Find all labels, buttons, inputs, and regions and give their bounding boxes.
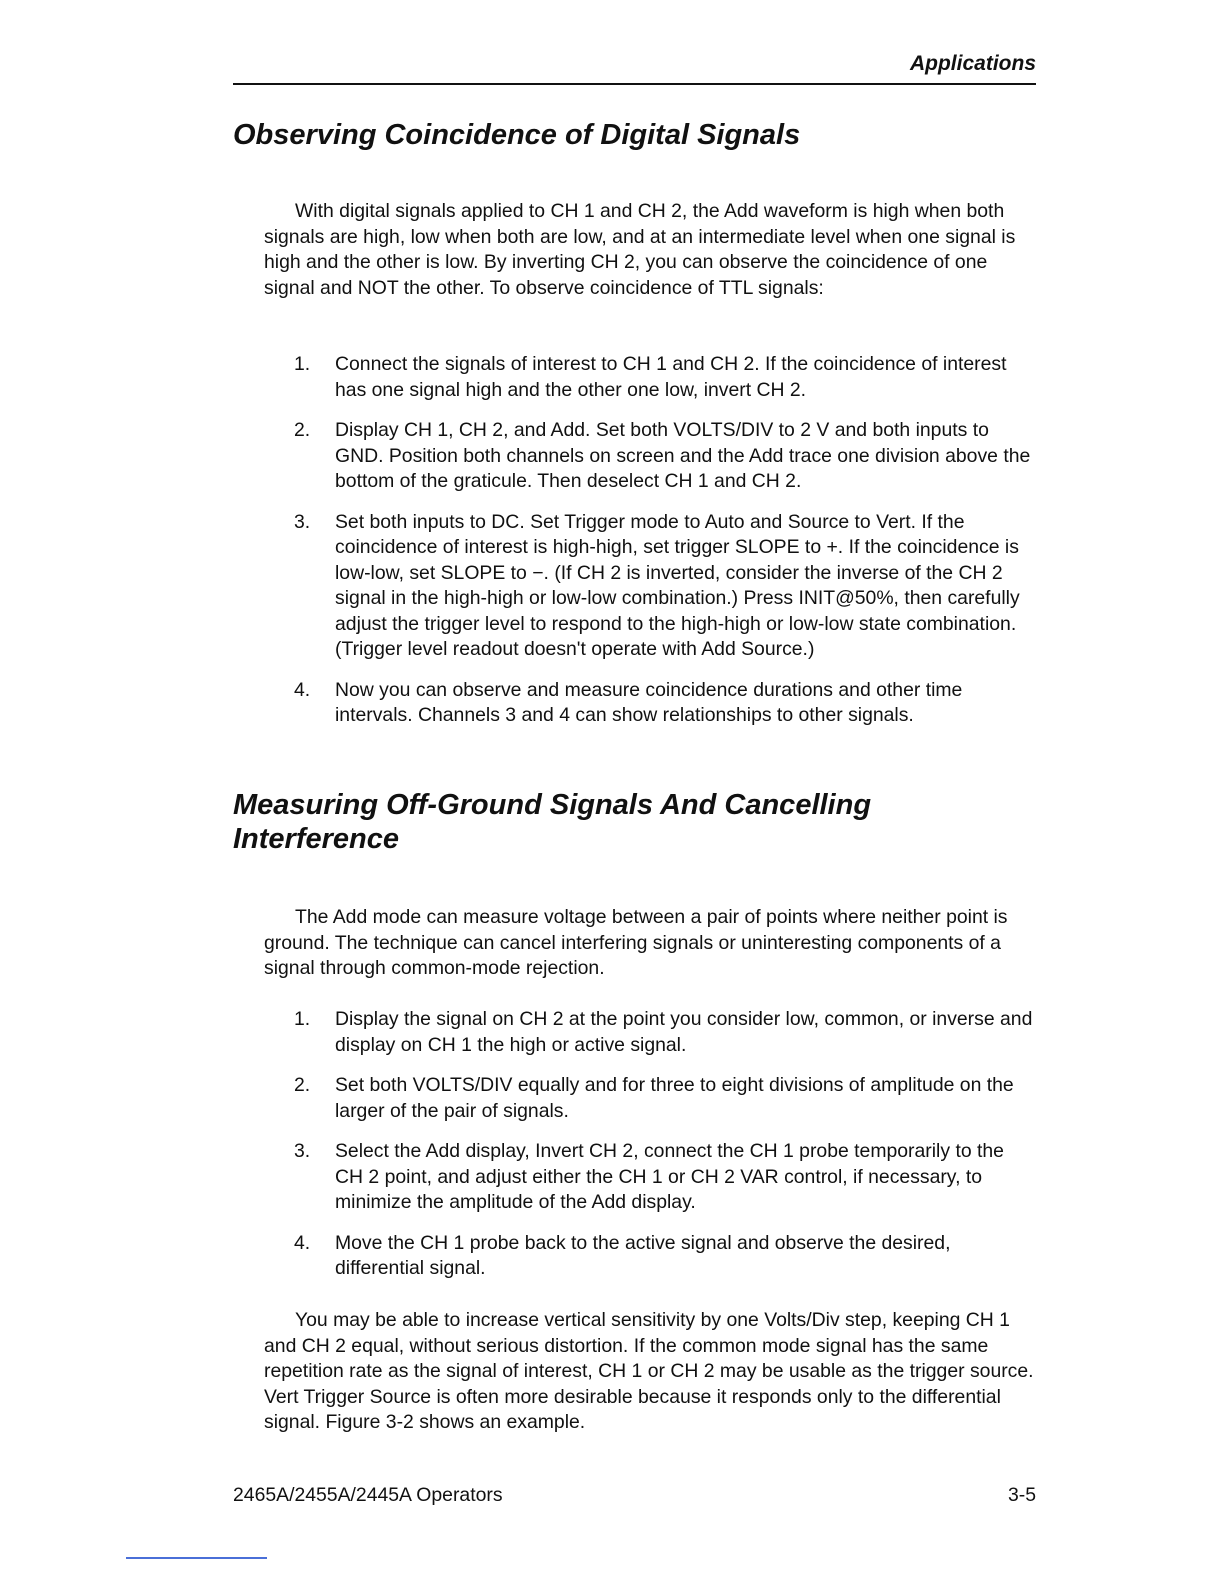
steps-list-coincidence (292, 352, 1037, 744)
list-item (292, 510, 1037, 663)
step-text: Connect the signals of interest to CH 1 and CH 2. If the coincidence of interest has one signal high and the other one low, invert CH 2. (335, 353, 1007, 401)
step-text: Select the Add display, Invert CH 2, connect the CH 1 probe temporarily to the CH 2 point, and adjust either the CH 1 or CH 2 VAR control, if necessary, to minimize the amplitude of the Add display. (335, 1140, 1004, 1213)
running-header: Applications (909, 52, 1036, 75)
step-number: 3. (294, 1140, 311, 1162)
step-number: 1. (294, 1008, 311, 1030)
list-item (292, 1139, 1037, 1216)
step-text: Display the signal on CH 2 at the point you consider low, common, or inverse and display on CH 1 the high or active signal. (335, 1008, 1033, 1056)
section-intro-off-ground: The Add mode can measure voltage between a pair of points where neither point is ground. The technique can cancel interfering signals or uninteresting components of a signal through common-mode rejection. (264, 906, 1008, 979)
step-number: 4. (294, 678, 311, 701)
header-divider (233, 83, 1036, 85)
step-text: Set both VOLTS/DIV equally and for three to eight divisions of amplitude on the larger of the pair of signals. (335, 1074, 1014, 1122)
footer-manual-title: 2465A/2455A/2445A Operators (233, 1484, 503, 1506)
scan-edge-mark (126, 1557, 267, 1559)
step-number: 4. (294, 1231, 311, 1254)
footer-page-number: 3-5 (1007, 1484, 1036, 1506)
list-item (292, 1231, 1037, 1282)
list-item (292, 1073, 1037, 1124)
list-item (292, 418, 1037, 495)
section-title-coincidence: Observing Coincidence of Digital Signals (233, 119, 801, 151)
list-item (292, 1007, 1037, 1058)
step-text: Display CH 1, CH 2, and Add. Set both VOLTS/DIV to 2 V and both inputs to GND. Position both channels on screen and the Add trace one division above the bottom of the graticule. Then deselect CH 1 and CH 2. (335, 419, 1031, 492)
step-text: Set both inputs to DC. Set Trigger mode to Auto and Source to Vert. If the coincidence of interest is high-high, set trigger SLOPE to +. If the coincidence is low-low, set SLOPE to −. (If CH 2 is inverted, consider the inverse of the CH 2 signal in the high-high or low-low combination.) Press INIT@50%, then carefully adjust the trigger level to respond to the high-high or low-low state combination. (Trigger level readout doesn't operate with Add Source.) (335, 510, 1020, 660)
step-number: 2. (294, 419, 311, 441)
section-closing-off-ground: You may be able to increase vertical sensitivity by one Volts/Div step, keeping CH 1 and CH 2 equal, without serious distortion. If the common mode signal has the same repetition rate as the signal of interest, CH 1 or CH 2 may be usable as the trigger source. Vert Trigger Source is often more desirable because it responds only to the differential signal. Figure 3-2 shows an example. (264, 1309, 1034, 1433)
list-item (292, 678, 1037, 729)
step-number: 3. (294, 510, 311, 533)
step-text: Move the CH 1 probe back to the active signal and observe the desired, differential signal. (335, 1231, 951, 1279)
section-intro-coincidence: With digital signals applied to CH 1 and CH 2, the Add waveform is high when both signals are high, low when both are low, and at an intermediate level when one signal is high and the other is low. By inverting CH 2, you can observe the coincidence of one signal and NOT the other. To observe coincidence of TTL signals: (264, 200, 1016, 299)
steps-list-off-ground (292, 1007, 1037, 1297)
step-number: 1. (294, 353, 311, 375)
section-title-off-ground: Measuring Off-Ground Signals And Cancelling Interference (233, 789, 872, 855)
step-number: 2. (294, 1074, 311, 1096)
step-text: Now you can observe and measure coincidence durations and other time intervals. Channels 3 and 4 can show relationships to other signals. (335, 678, 963, 726)
list-item (292, 352, 1037, 403)
